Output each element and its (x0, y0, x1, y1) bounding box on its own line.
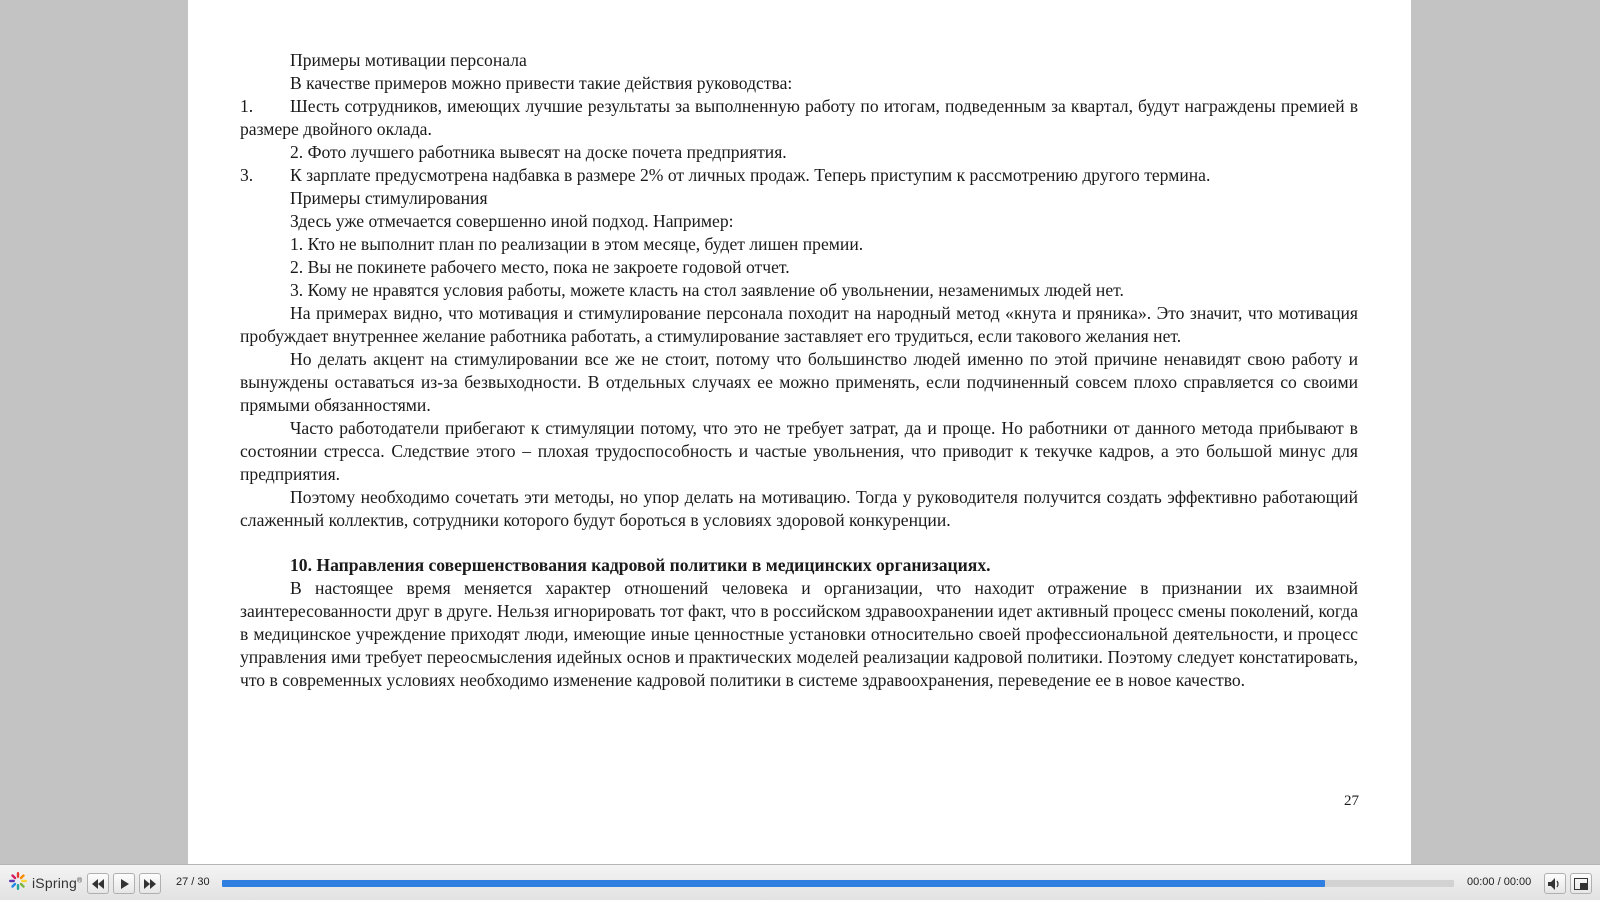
rewind-icon (92, 879, 104, 889)
list-item-text: Шесть сотрудников, имеющих лучшие результаты за выполненную работу по итогам, подведенным за квартал, будут награждены премией в размере двойного оклада. (240, 96, 1358, 139)
play-icon (119, 879, 129, 889)
speaker-icon (1548, 878, 1562, 890)
paragraph: 3. Кому не нравятся условия работы, можете класть на стол заявление об увольнении, незаменимых людей нет. (290, 280, 1124, 300)
page-number: 27 (1344, 793, 1359, 809)
player-bar (0, 864, 1600, 900)
volume-button[interactable] (1544, 873, 1566, 894)
paragraph: 1. Кто не выполнит план по реализации в этом месяце, будет лишен премии. (290, 234, 864, 254)
previous-slide-button[interactable] (87, 873, 109, 894)
paragraph: Примеры мотивации персонала (290, 50, 527, 70)
list-item-text: К зарплате предусмотрена надбавка в размере 2% от личных продаж. Теперь приступим к рассмотрению другого термина. (290, 165, 1211, 185)
list-label: 1. (240, 96, 254, 116)
next-slide-button[interactable] (139, 873, 161, 894)
slide-counter: 27 / 30 (176, 876, 210, 888)
list-item (240, 95, 1358, 141)
ispring-flower-icon (8, 871, 28, 896)
fullscreen-icon (1574, 878, 1588, 890)
paragraph: На примерах видно, что мотивация и стимулирование персонала походит на народный метод «кнута и пряника». Это значит, что мотивация пробуждает внутреннее желание работника работать, а стимулирование заставляет его трудиться, если такового желания нет. (240, 303, 1358, 346)
paragraph: Часто работодатели прибегают к стимуляции потому, что это не требует затрат, да и проще. Но работники от данного метода прибывают в состоянии стресса. Следствие этого – плохая трудоспособность и частые увольнения, что приводит к текучке кадров, а это большой минус для предприятия. (240, 418, 1358, 484)
logo-trademark: ® (76, 877, 83, 885)
fast-forward-icon (144, 879, 156, 889)
paragraph: 2. Вы не покинете рабочего место, пока не закроете годовой отчет. (290, 257, 790, 277)
paragraph: Примеры стимулирования (290, 188, 488, 208)
page-content (240, 49, 1358, 692)
paragraph: Поэтому необходимо сочетать эти методы, но упор делать на мотивацию. Тогда у руководителя получится создать эффективно работающий слаженный коллектив, сотрудники которого будут бороться в условиях здоровой конкуренции. (240, 487, 1358, 530)
fullscreen-button[interactable] (1570, 873, 1592, 894)
list-item (240, 164, 1358, 187)
paragraph: Здесь уже отмечается совершенно иной подход. Например: (290, 211, 734, 231)
play-button[interactable] (113, 873, 135, 894)
spacer (240, 532, 1358, 554)
paragraph: В качестве примеров можно привести такие действия руководства: (290, 73, 793, 93)
section-heading: 10. Направления совершенствования кадровой политики в медицинских организациях. (290, 555, 991, 575)
progress-fill (222, 880, 1325, 887)
list-label: 3. (240, 165, 254, 185)
progress-bar[interactable] (222, 880, 1454, 887)
paragraph: 2. Фото лучшего работника вывесят на доске почета предприятия. (290, 142, 787, 162)
ispring-logo (8, 873, 82, 893)
document-page (188, 0, 1411, 864)
time-display: 00:00 / 00:00 (1467, 876, 1532, 888)
paragraph: В настоящее время меняется характер отношений человека и организации, что находит отражение в признании их взаимной заинтересованности друг в друге. Нельзя игнорировать тот факт, что в российском здравоохранении идет активный процесс смены поколений, когда в медицинское учреждение приходят люди, имеющие иные ценностные установки относительно своей профессиональной деятельности, и процесс управления ими требует переосмысления идейных основ и практических моделей реализации кадровой политики. Поэтому следует констатировать, что в современных условиях необходимо изменение кадровой политики в системе здравоохранения, переведение ее в новое качество. (240, 578, 1358, 690)
logo-name: iSpring (32, 875, 77, 891)
logo-text (32, 875, 82, 891)
paragraph: Но делать акцент на стимулировании все же не стоит, потому что большинство людей именно по этой причине ненавидят свою работу и вынуждены оставаться из-за безвыходности. В отдельных случаях ее можно применять, если подчиненный совсем плохо справляется со своими прямыми обязанностями. (240, 349, 1358, 415)
